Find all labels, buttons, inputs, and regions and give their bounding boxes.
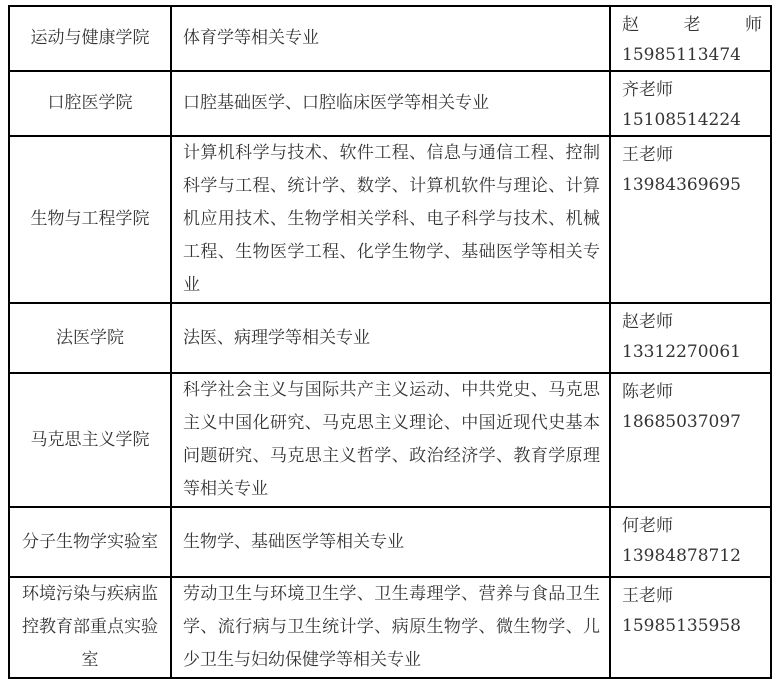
related-majors: 劳动卫生与环境卫生学、卫生毒理学、营养与食品卫生学、流行病与卫生统计学、病原生物学、微生物学、儿少卫生与妇幼保健学等相关专业 xyxy=(171,577,610,678)
contact-cell xyxy=(610,6,771,71)
phone-number: 15985113474 xyxy=(622,45,741,65)
teacher-name: 齐老师 xyxy=(622,80,673,100)
teacher-name: 王老师 xyxy=(622,145,673,165)
table-row xyxy=(9,507,771,577)
phone-number: 15985135958 xyxy=(622,616,741,636)
college-name: 分子生物学实验室 xyxy=(9,507,171,577)
teacher-name: 何老师 xyxy=(622,516,673,536)
table-row xyxy=(9,303,771,373)
contact-cell xyxy=(610,303,771,373)
related-majors: 口腔基础医学、口腔临床医学等相关专业 xyxy=(171,71,610,136)
phone-number: 13312270061 xyxy=(622,342,741,362)
teacher-name: 赵老师 xyxy=(622,312,673,332)
phone-number: 13984878712 xyxy=(622,546,741,566)
related-majors: 体育学等相关专业 xyxy=(171,6,610,71)
table-row xyxy=(9,373,771,507)
related-majors: 生物学、基础医学等相关专业 xyxy=(171,507,610,577)
college-name: 生物与工程学院 xyxy=(9,136,171,303)
related-majors: 法医、病理学等相关专业 xyxy=(171,303,610,373)
teacher-name: 陈老师 xyxy=(622,382,673,402)
related-majors: 科学社会主义与国际共产主义运动、中共党史、马克思主义中国化研究、马克思主义理论、中国近现代史基本问题研究、马克思主义哲学、政治经济学、教育学原理等相关专业 xyxy=(171,373,610,507)
college-contact-table xyxy=(8,5,772,679)
college-name: 马克思主义学院 xyxy=(9,373,171,507)
contact-cell xyxy=(610,136,771,303)
table-row xyxy=(9,136,771,303)
phone-number: 15108514224 xyxy=(622,110,741,130)
table-row xyxy=(9,6,771,71)
phone-number: 13984369695 xyxy=(622,175,741,195)
table-row xyxy=(9,577,771,678)
college-name: 口腔医学院 xyxy=(9,71,171,136)
teacher-name: 王老师 xyxy=(622,586,673,606)
table-row xyxy=(9,71,771,136)
college-name: 运动与健康学院 xyxy=(9,6,171,71)
college-name: 法医学院 xyxy=(9,303,171,373)
related-majors: 计算机科学与技术、软件工程、信息与通信工程、控制科学与工程、统计学、数学、计算机软件与理论、计算机应用技术、生物学相关学科、电子科学与技术、机械工程、生物医学工程、化学生物学、基础医学等相关专业 xyxy=(171,136,610,303)
contact-cell xyxy=(610,577,771,678)
college-name: 环境污染与疾病监控教育部重点实验室 xyxy=(9,577,171,678)
contact-cell xyxy=(610,507,771,577)
phone-number: 18685037097 xyxy=(622,412,741,432)
contact-cell xyxy=(610,71,771,136)
teacher-name: 赵 老 师 xyxy=(622,15,762,35)
contact-cell xyxy=(610,373,771,507)
